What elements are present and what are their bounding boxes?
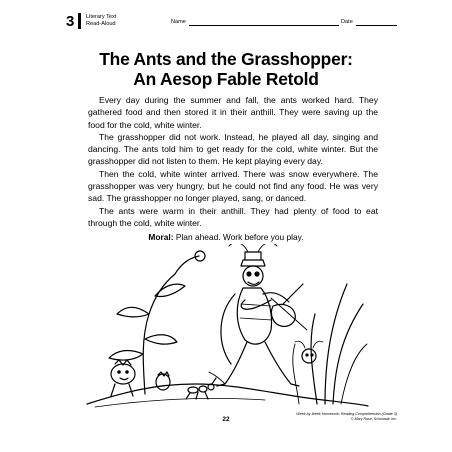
moral-label: Moral:	[148, 232, 174, 242]
text-type-tag	[86, 14, 116, 28]
story-paragraph: The grasshopper did not work. Instead, he played all day, singing and dancing. The ants told him to get ready for the cold, white winter. But the grasshopper did not listen to them. He kept playing every day.	[88, 131, 378, 167]
credit-line-1: Week-by-Week Homework: Reading Comprehension (Grade 3)	[296, 412, 397, 416]
date-field-line[interactable]	[356, 25, 397, 26]
name-field-line[interactable]	[189, 25, 339, 26]
credit-line	[296, 412, 397, 422]
name-label: Name	[171, 19, 186, 25]
story-paragraph: Then the cold, white winter arrived. There was snow everywhere. The grasshopper was very hungry, but he could not find any food. He was very sad. The grasshopper no longer played, sang, or danced.	[88, 168, 378, 204]
page-number: 22	[222, 416, 230, 423]
story-body	[88, 94, 378, 229]
moral-text: Plan ahead. Work before you play.	[173, 232, 304, 242]
story-title-line-2: An Aesop Fable Retold	[133, 69, 319, 89]
tag-line-1: Literary Text	[86, 14, 117, 20]
header-divider-bar	[78, 13, 81, 29]
date-label: Date	[341, 19, 353, 25]
story-paragraph: The ants were warm in their anthill. They had plenty of food to eat through the cold, white winter.	[88, 205, 378, 228]
grade-number: 3	[66, 13, 75, 30]
moral-line	[0, 232, 452, 242]
story-paragraph: Every day during the summer and fall, the ants worked hard. They gathered food and then stored it in their anthill. They were saving up the food for the cold, white winter.	[88, 95, 378, 130]
tag-line-2: Read-Aloud	[86, 21, 116, 27]
credit-line-2: © Mary Rose, Scholastic Inc.	[350, 417, 397, 421]
grasshopper-violin-illustration	[85, 244, 370, 409]
story-title-line-1: The Ants and the Grasshopper:	[99, 49, 353, 69]
worksheet-header	[0, 0, 452, 40]
